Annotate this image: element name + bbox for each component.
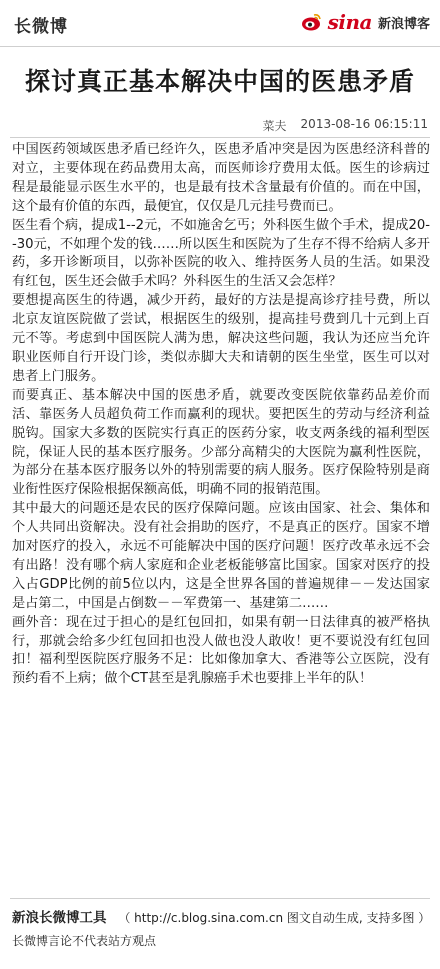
brand-label: 长微博 (14, 17, 68, 37)
article-body (12, 141, 430, 689)
tool-name-link[interactable]: 新浪长微博工具 (12, 910, 107, 926)
author-name[interactable]: 菜夫 (262, 119, 287, 133)
disclaimer-text: 长微博言论不代表站方观点 (12, 934, 157, 948)
footer (12, 906, 432, 926)
paragraph: 而要真正、基本解决中国的医患矛盾，就要改变医院依靠药品差价而活、靠医务人员超负荷工作而赢利的现状。要把医生的劳动与经济利益脱钩。国家大多数的医院实行真正的医药分家，收支两条线的福利型医院，保证人民的基本医疗服务。少部分高精尖的大医院为赢利性医院，为部分在基本医疗服务以外的特别需要的病人服务。医疗保险特别是商业衔性医疗保险根据保额高低，明确不同的报销范围。 (12, 387, 430, 498)
publish-datetime: 2013-08-16 06:15:11 (300, 117, 428, 131)
article-title: 探讨真正基本解决中国的医患矛盾 (24, 67, 415, 96)
paragraph: 中国医药领域医患矛盾已经许久，医患矛盾冲突是因为医患经济科普的对立，主要体现在药品费用太高，而医师诊疗费用太低。医生的诊病过程是最能显示医生水平的，也是最有技术含量最有价值的。而在中国，这个最有价值的东西，最便宜，仅仅是几元挂号费而已。 (12, 142, 430, 214)
footer-divider (10, 898, 430, 899)
sina-blog-logo[interactable] (300, 10, 430, 34)
sina-eye-icon (300, 11, 322, 33)
sina-wordmark: sina (327, 10, 372, 34)
paragraph: 医生看个病，提成1--2元，不如施舍乞丐；外科医生做个手术，提成20--30元，不如理个发的钱……所以医生和医院为了生存不得不给病人多开药，多开诊断项目，以弥补医院的收入、维持医务人员的生活。如果没有红包，医生还会做手术吗？外科医生的生活又会怎样？ (12, 217, 430, 290)
paragraph: 其中最大的问题还是农民的医疗保障问题。应该由国家、社会、集体和个人共同出资解决。没有社会捐助的医疗，不是真正的医疗。国家不增加对医疗的投入，永远不可能解决中国的医疗问题！医疗改革永远不会有出路！没有哪个病人家庭和企业老板能够富比国家。国家对医疗的投入占GDP比例的前5位以内，这是全世界各国的普遍规律－－发达国家是占第二，中国是占倒数－－军费第一、基建第二…… (12, 501, 430, 611)
paragraph: 画外音：现在过于担心的是红包回扣，如果有朝一日法律真的被严格执行，那就会给多少红包回扣也没人做也没人敢收！更不要说没有红包回扣！福利型医院医疗服务不足：比如像加拿大、香港等公立医院，没有预约看不上病；做个CT甚至是乳腺癌手术也要排上半年的队！ (12, 614, 430, 687)
sina-blog-label: 新浪博客 (377, 16, 430, 32)
article-meta (263, 117, 428, 134)
paragraph: 要想提高医生的待遇，减少开药，最好的方法是提高诊疗挂号费，所以北京友谊医院做了尝试，根据医生的级别，提高挂号费到几十元到上百元不等。考虑到中国医院人满为患，解决这些问题，我认为还应当允许职业医师自行开设门诊，类似赤脚大夫和请朝的医生坐堂，医生可以对患者上门服务。 (12, 293, 430, 384)
tool-url-link[interactable]: （ http://c.blog.sina.com.cn 图文自动生成, 支持多图 ） (118, 911, 431, 925)
header-bar (0, 0, 440, 47)
title-divider (10, 137, 430, 138)
